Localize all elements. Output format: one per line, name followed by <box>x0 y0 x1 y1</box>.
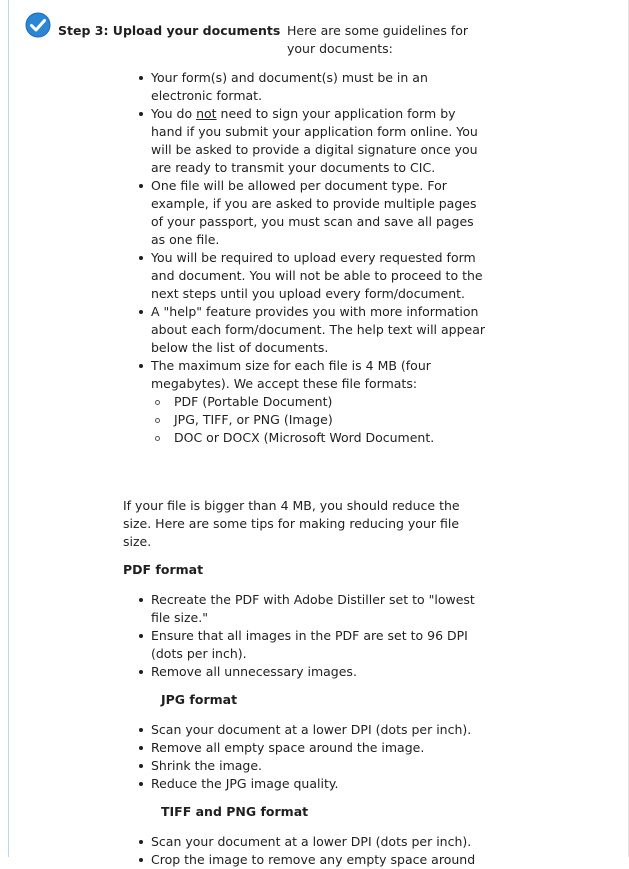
tiff-png-tips-list <box>151 833 496 869</box>
guideline-item: You do not need to sign your application form by hand if you submit your application form online. You will be asked to provide a digital signature once you are ready to transmit your documents to CIC. <box>151 105 486 177</box>
guideline-item: Your form(s) and document(s) must be in an electronic format. <box>151 69 486 105</box>
tiff-png-heading: TIFF and PNG format <box>161 804 309 819</box>
file-format-item: DOC or DOCX (Microsoft Word Document. <box>151 429 486 447</box>
pdf-tips-list <box>151 591 486 681</box>
pdf-heading: PDF format <box>123 562 204 577</box>
step-heading: Step 3: Upload your documents <box>58 23 281 38</box>
jpg-tip: Scan your document at a lower DPI (dots per inch). <box>151 721 496 739</box>
jpg-tips-list <box>151 721 496 793</box>
checkmark-icon <box>25 12 51 38</box>
tiff-png-tip: Scan your document at a lower DPI (dots per inch). <box>151 833 496 851</box>
emphasis-not: not <box>196 106 217 121</box>
guideline-item: One file will be allowed per document type. For example, if you are asked to provide multiple pages of your passport, you must scan and save all pages as one file. <box>151 177 486 249</box>
pdf-tip: Recreate the PDF with Adobe Distiller set to "lowest file size." <box>151 591 486 627</box>
guideline-item: A "help" feature provides you with more information about each form/document. The help text will appear below the list of documents. <box>151 304 486 355</box>
jpg-heading: JPG format <box>161 692 238 707</box>
guidelines-intro: Here are some guidelines for your documents: <box>287 23 468 56</box>
left-border <box>8 0 9 857</box>
file-format-item: PDF (Portable Document) <box>151 393 486 411</box>
pdf-tip: Remove all unnecessary images. <box>151 663 486 681</box>
tiff-png-tip: Crop the image to remove any empty space around <box>151 851 496 869</box>
jpg-tip: Reduce the JPG image quality. <box>151 775 496 793</box>
guidelines-list <box>151 69 486 447</box>
jpg-tip: Shrink the image. <box>151 757 496 775</box>
size-tip: If your file is bigger than 4 MB, you should reduce the size. Here are some tips for making reducing your file size. <box>123 498 460 549</box>
file-format-list <box>151 393 486 447</box>
pdf-tip: Ensure that all images in the PDF are set to 96 DPI (dots per inch). <box>151 627 486 663</box>
guideline-item: You will be required to upload every requested form and document. You will not be able to proceed to the next steps until you upload every form/document. <box>151 249 486 303</box>
guideline-item: The maximum size for each file is 4 MB (four megabytes). We accept these file formats: PDF (Portable Document) JPG, TIFF, or PNG (Image) DOC or DOCX (Microsoft Word Document. <box>151 357 486 447</box>
jpg-tip: Remove all empty space around the image. <box>151 739 496 757</box>
file-format-item: JPG, TIFF, or PNG (Image) <box>151 411 486 429</box>
